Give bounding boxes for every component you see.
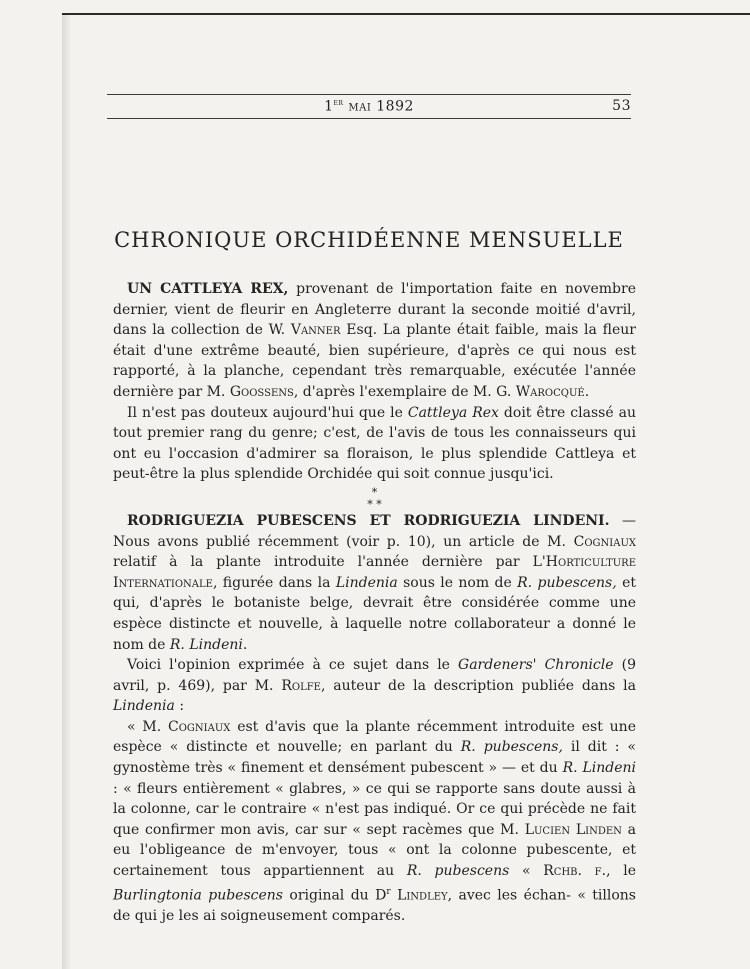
page-number: 53 [612, 98, 631, 114]
section-heading-rodriguezia: RODRIGUEZIA PUBESCENS ET RODRIGUEZIA LINDENI. [127, 512, 610, 529]
section-heading-cattleya: UN CATTLEYA REX, [127, 281, 289, 297]
header-rule [107, 118, 631, 119]
binding-shadow [62, 15, 72, 969]
paragraph-rodriguezia-1: RODRIGUEZIA PUBESCENS ET RODRIGUEZIA LINDENI. — Nous avons publié récemment (voir p. 10), un article de M. Cogniaux relatif à la plante introduite l'année dernière par L'Horticulture Internationale, figurée dans la Lindenia sous le nom de R. pubescens, et qui, d'après le botaniste belge, devrait être considérée comme une espèce distincte et nouvelle, à laquelle notre collaborateur a donné le nom de R. Lindeni. [113, 512, 637, 653]
paragraph-rodriguezia-2: Voici l'opinion exprimée à ce sujet dans le Gardeners' Chronicle (9 avril, p. 469), par M. Rolfe, auteur de la description publiée dans la Lindenia : [113, 657, 636, 715]
header-date: 1er mai 1892 [324, 98, 414, 115]
paragraph-cattleya-1: UN CATTLEYA REX, provenant de l'importation faite en novembre dernier, vient de fleurir en Angleterre durant la seconde moitié d'avril, dans la collection de W. Vanner Esq. La plante était faible, mais la fleur était d'une extrême beauté, bien supérieure, d'après ce qui nous est rapporté, à la planche, cependant très remarquable, exécutée l'année dernière par M. Goossens, d'après l'exemplaire de M. G. Warocqué. [113, 281, 637, 400]
running-header [107, 94, 631, 115]
page-title: CHRONIQUE ORCHIDÉENNE MENSUELLE [114, 228, 624, 252]
paragraph-cattleya-2: Il n'est pas douteux aujourd'hui que le Cattleya Rex doit être classé au tout premier rang du genre; c'est, de l'avis de tous les connaisseurs qui ont eu l'occasion d'admirer sa floraison, le plus splendide Cattleya et peut-être la plus splendide Orchidée qui soit connue jusqu'ici. [113, 404, 636, 483]
section-separator: * * * [367, 485, 382, 511]
article-body [113, 279, 636, 926]
page-top-border [62, 13, 750, 15]
quotation: « M. Cogniaux est d'avis que la plante récemment introduite est une espèce « distincte et nouvelle; en parlant du R. pubescens, il dit : « gynostème très « finement et densément pubescent » — et du R. Lindeni : « fleurs entièrement « glabres, » ce qui se rapporte sans doute aussi à la colonne, car le contraire « n'est pas indiqué. Or ce qui précède ne fait que confirmer mon avis, car sur « sept racèmes que M. Lucien Linden a eu l'obligeance de m'envoyer, tous « ont la colonne pubescente, et certainement tous appartiennent au R. pubescens « Rchb. f., le Burlingtonia pubescens original du $D^r$ Lindley, avec les échan- « tillons de qui je les ai soigneusement comparés. [113, 718, 637, 924]
